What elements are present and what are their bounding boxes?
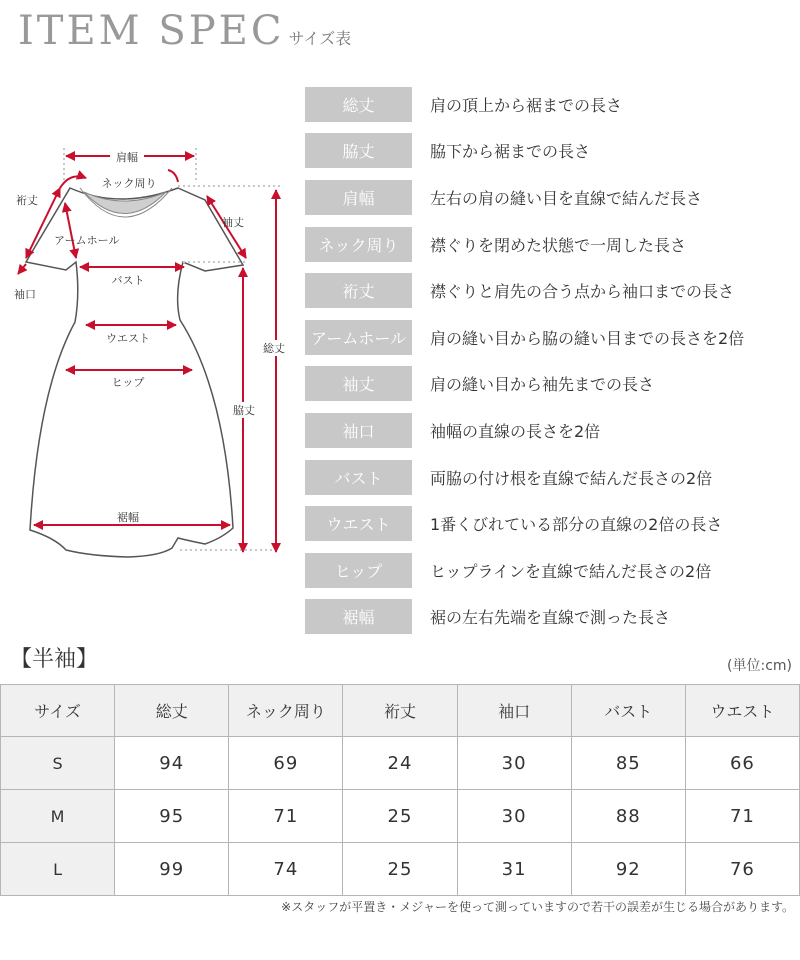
spec-term: バスト — [305, 460, 412, 495]
spec-row — [305, 267, 800, 314]
spec-row — [305, 594, 800, 641]
table-cell: 74 — [229, 843, 343, 896]
table-cell: 95 — [115, 790, 229, 843]
footnote: ※スタッフが平置き・メジャーを使って測っていますので若干の誤差が生じる場合があります。 — [281, 900, 794, 914]
table-cell: 66 — [685, 737, 799, 790]
spec-term: ウエスト — [305, 506, 412, 541]
spec-row — [305, 547, 800, 594]
spec-desc: 襟ぐりを閉めた状態で一周した長さ — [430, 235, 687, 255]
table-header-cell: 裄丈 — [343, 685, 457, 737]
spec-desc: 肩の頂上から裾までの長さ — [430, 95, 623, 115]
table-cell: 31 — [457, 843, 571, 896]
table-header-cell: ウエスト — [685, 685, 799, 737]
label-cuff: 袖口 — [14, 288, 36, 301]
table-cell: 25 — [343, 790, 457, 843]
spec-term: 袖口 — [305, 413, 412, 448]
table-cell: 99 — [115, 843, 229, 896]
table-cell: 25 — [343, 843, 457, 896]
table-header-cell: バスト — [571, 685, 685, 737]
size-label-cell: L — [1, 843, 115, 896]
table-cell: 69 — [229, 737, 343, 790]
section-label: 【半袖】 — [10, 647, 99, 672]
table-header-row — [1, 685, 800, 737]
spec-term: 脇丈 — [305, 133, 412, 168]
spec-row — [305, 128, 800, 175]
table-cell: 71 — [229, 790, 343, 843]
spec-row — [305, 314, 800, 361]
dress-measurement-diagram — [0, 140, 300, 580]
spec-row — [305, 361, 800, 408]
spec-term: アームホール — [305, 320, 412, 355]
spec-term: 総丈 — [305, 87, 412, 122]
spec-row — [305, 174, 800, 221]
table-header-cell: サイズ — [1, 685, 115, 737]
label-shoulder-width: 肩幅 — [116, 151, 138, 164]
spec-row — [305, 407, 800, 454]
page-title — [18, 8, 351, 58]
table-cell: 71 — [685, 790, 799, 843]
table-row — [1, 737, 800, 790]
table-cell: 88 — [571, 790, 685, 843]
table-cell: 92 — [571, 843, 685, 896]
label-yuki: 裄丈 — [16, 194, 38, 207]
spec-term: 肩幅 — [305, 180, 412, 215]
table-cell: 24 — [343, 737, 457, 790]
spec-desc: 脇下から裾までの長さ — [430, 142, 591, 162]
spec-term: 袖丈 — [305, 366, 412, 401]
title-subtitle: サイズ表 — [288, 29, 352, 48]
spec-term: 裄丈 — [305, 273, 412, 308]
table-header-cell: 総丈 — [115, 685, 229, 737]
spec-desc: 左右の肩の縫い目を直線で結んだ長さ — [430, 188, 703, 208]
label-armhole: アームホール — [54, 234, 120, 247]
label-hip: ヒップ — [111, 376, 145, 389]
spec-row — [305, 221, 800, 268]
label-side-length: 脇丈 — [233, 404, 255, 417]
size-label-cell: S — [1, 737, 115, 790]
table-header-cell: ネック周り — [229, 685, 343, 737]
table-cell: 30 — [457, 737, 571, 790]
spec-row — [305, 500, 800, 547]
title-main: ITEM SPEC — [18, 8, 285, 54]
table-cell: 85 — [571, 737, 685, 790]
table-header-cell: 袖口 — [457, 685, 571, 737]
spec-desc: ヒップラインを直線で結んだ長さの2倍 — [430, 561, 712, 581]
table-cell: 94 — [115, 737, 229, 790]
spec-desc: 袖幅の直線の長さを2倍 — [430, 421, 601, 441]
spec-term: ネック周り — [305, 227, 412, 262]
spec-desc: 裾の左右先端を直線で測った長さ — [430, 608, 671, 628]
label-hem-width: 裾幅 — [117, 511, 139, 524]
spec-term: ヒップ — [305, 553, 412, 588]
table-row — [1, 843, 800, 896]
spec-list — [305, 81, 800, 640]
table-cell: 30 — [457, 790, 571, 843]
spec-row — [305, 454, 800, 501]
table-row — [1, 790, 800, 843]
spec-desc: 両脇の付け根を直線で結んだ長さの2倍 — [430, 468, 713, 488]
spec-desc: 肩の縫い目から脇の縫い目までの長さを2倍 — [430, 328, 745, 348]
size-table — [0, 684, 800, 896]
label-total-length: 総丈 — [263, 342, 285, 355]
spec-desc: 肩の縫い目から袖先までの長さ — [430, 375, 655, 395]
label-waist: ウエスト — [106, 332, 150, 345]
table-cell: 76 — [685, 843, 799, 896]
spec-row — [305, 81, 800, 128]
unit-note: (単位:cm) — [727, 658, 792, 674]
label-bust: バスト — [111, 274, 145, 287]
spec-desc: 1番くびれている部分の直線の2倍の長さ — [430, 515, 723, 535]
label-sleeve-length: 袖丈 — [222, 216, 244, 229]
label-neck: ネック周り — [101, 177, 157, 190]
size-label-cell: M — [1, 790, 115, 843]
spec-term: 裾幅 — [305, 599, 412, 634]
spec-desc: 襟ぐりと肩先の合う点から袖口までの長さ — [430, 282, 735, 302]
